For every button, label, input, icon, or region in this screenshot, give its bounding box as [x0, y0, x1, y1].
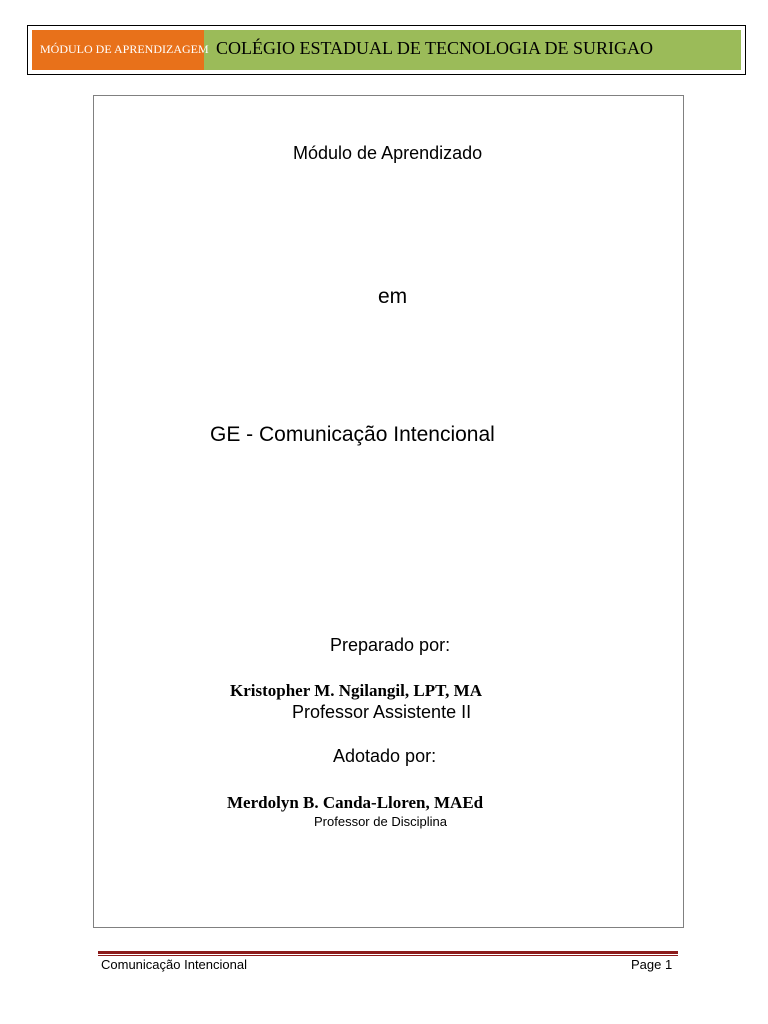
page-header: [27, 25, 746, 75]
cover-line-module: Módulo de Aprendizado: [293, 143, 483, 163]
footer-rule-thick: [98, 951, 678, 954]
footer-rule-thin: [98, 955, 678, 956]
header-title: COLÉGIO ESTADUAL DE TECNOLOGIA DE SURIGAO: [216, 38, 654, 58]
author-name: Kristopher M. Ngilangil, LPT, MA: [230, 681, 483, 700]
adopter-name: Merdolyn B. Canda-Lloren, MAEd: [227, 793, 484, 812]
cover-line-em: em: [378, 285, 408, 308]
prepared-by-label: Preparado por:: [330, 635, 451, 655]
adopter-title: Professor de Disciplina: [314, 814, 447, 829]
author-title: Professor Assistente II: [292, 702, 472, 722]
cover-course-title: GE - Comunicação Intencional: [210, 423, 495, 446]
footer-page-number: Page 1: [631, 957, 673, 972]
footer-title: Comunicação Intencional: [101, 957, 247, 972]
header-module-label: MÓDULO DE APRENDIZAGEM: [40, 42, 209, 56]
adopted-by-label: Adotado por:: [333, 746, 437, 766]
